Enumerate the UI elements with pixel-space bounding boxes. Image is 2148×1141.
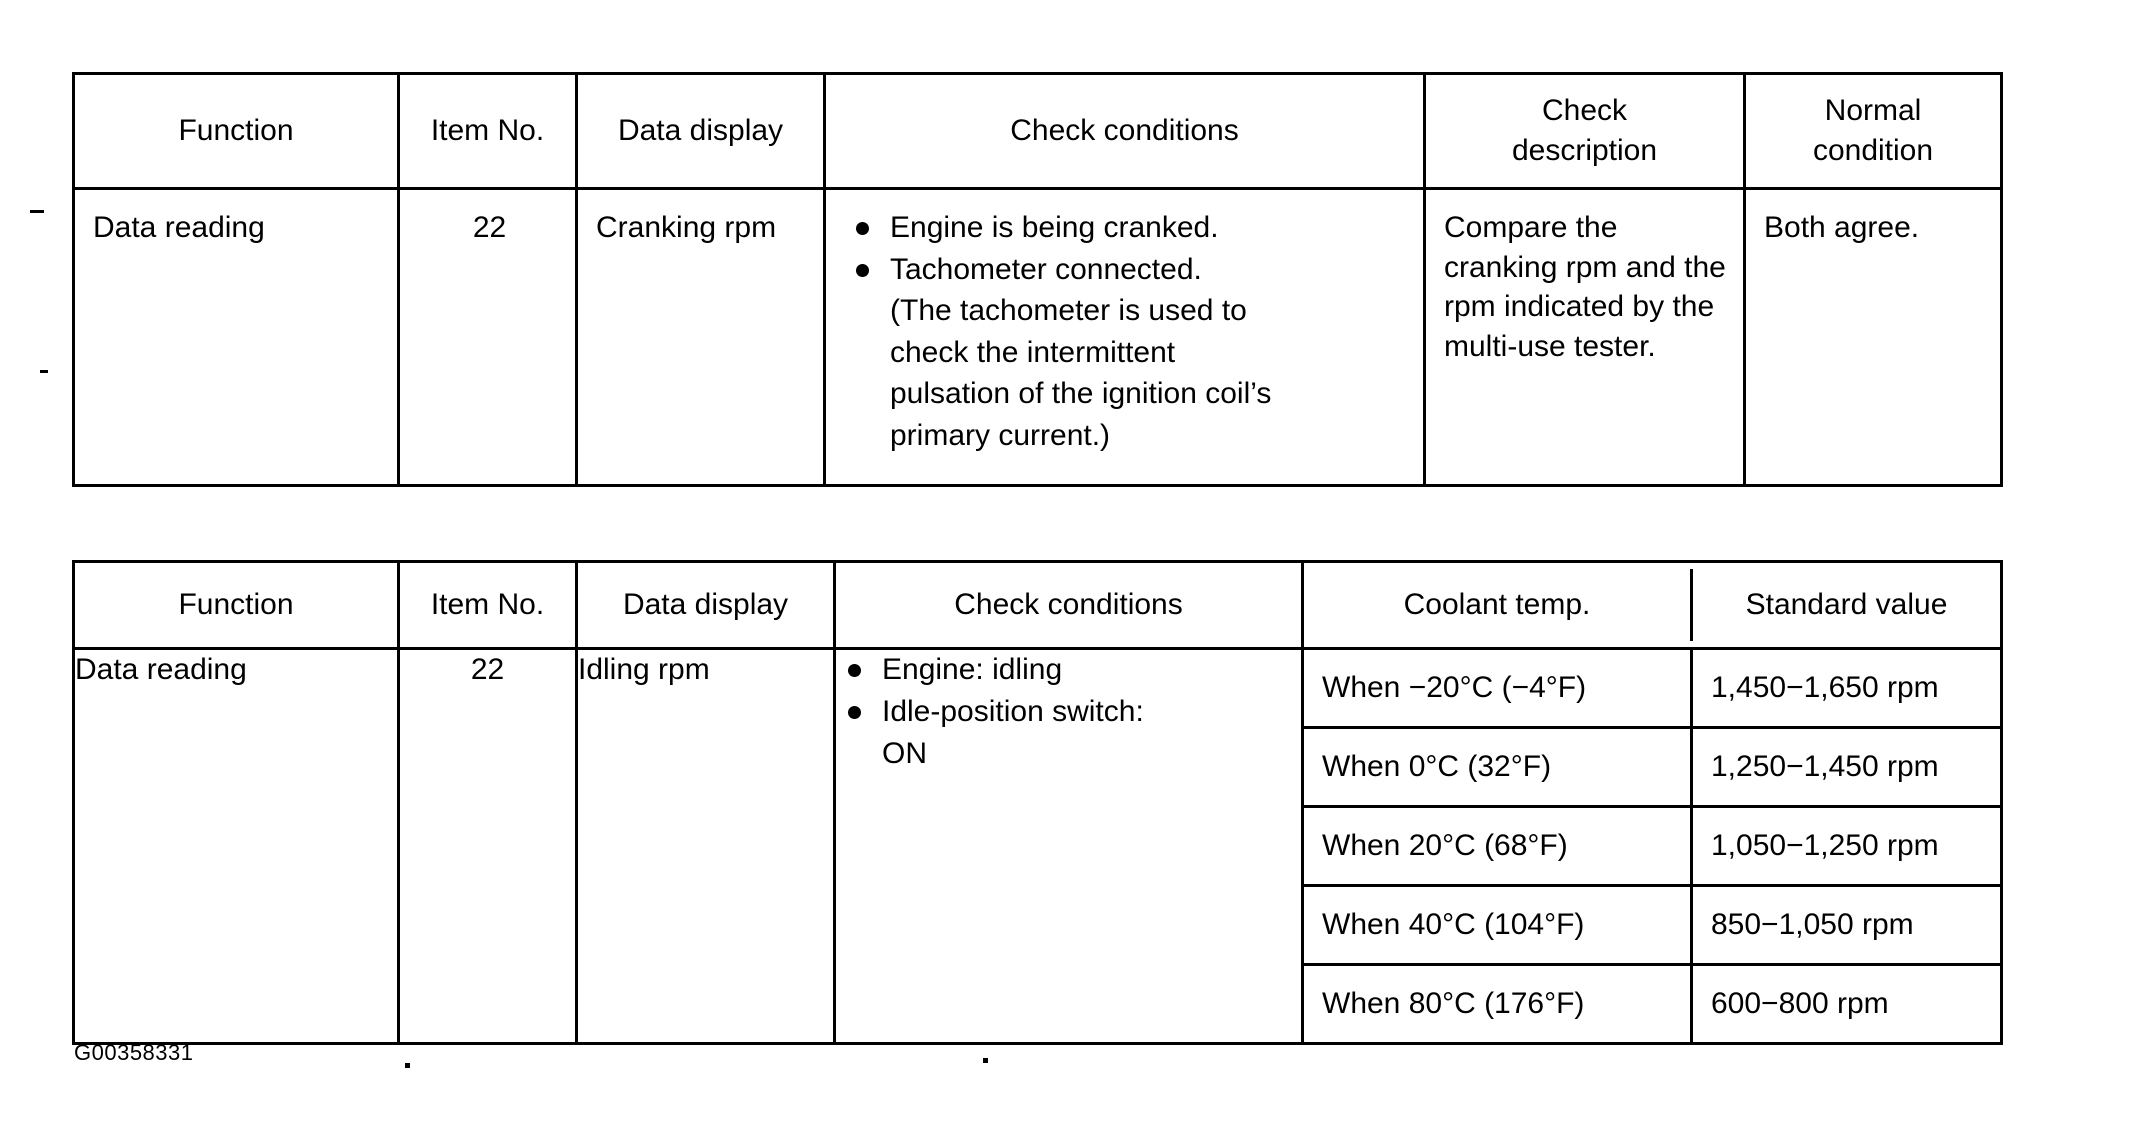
cell-check-conditions <box>835 649 1303 1044</box>
cell-check-conditions <box>825 189 1425 486</box>
header-item-no: Item No. <box>399 74 577 189</box>
header-check-description-line1: Check <box>1541 94 1628 128</box>
table-row <box>74 649 2002 1044</box>
cell-item-no: 22 <box>399 189 577 486</box>
cell-item-no: 22 <box>399 649 577 1044</box>
header-normal-condition-line1: Normal <box>1824 94 1922 128</box>
list-item-continuation: check the intermittent <box>890 335 1176 369</box>
page-margin-tick <box>40 370 48 373</box>
header-check-description-line2: description <box>1511 134 1658 167</box>
cell-temp-value-group <box>1303 649 2002 1044</box>
list-item: Idle-position switch: <box>836 692 1301 732</box>
table-row <box>1304 886 2000 965</box>
cell-standard-value: 1,050−1,250 rpm <box>1692 807 2001 886</box>
table-row <box>1304 728 2000 807</box>
list-item: Tachometer connected. <box>844 250 1409 290</box>
cranking-rpm-table <box>72 72 2003 487</box>
cell-normal-condition: Both agree. <box>1745 189 2002 486</box>
header-coolant-temp: Coolant temp. <box>1304 569 1692 641</box>
header-check-conditions: Check conditions <box>825 74 1425 189</box>
table-header-row <box>74 562 2002 649</box>
header-normal-condition <box>1745 74 2002 189</box>
cell-standard-value: 850−1,050 rpm <box>1692 886 2001 965</box>
list-item-continuation: pulsation of the ignition coil’s <box>890 377 1272 411</box>
cell-data-display: Idling rpm <box>577 649 835 1044</box>
header-item-no: Item No. <box>399 562 577 649</box>
cell-function: Data reading <box>74 649 399 1044</box>
list-item-continuation: primary current.) <box>890 418 1111 452</box>
coolant-temp-subtable <box>1304 650 2000 1042</box>
header-temp-value-subtable <box>1304 569 2000 641</box>
header-check-description <box>1425 74 1745 189</box>
header-data-display: Data display <box>577 562 835 649</box>
cell-coolant-temp: When 0°C (32°F) <box>1304 728 1692 807</box>
check-conditions-list <box>836 650 1301 775</box>
table-row <box>1304 965 2000 1043</box>
cell-standard-value: 600−800 rpm <box>1711 986 1889 1020</box>
table-header-row <box>1304 569 2000 641</box>
page-artifact-dot <box>983 1058 988 1063</box>
page-artifact-dot <box>405 1063 410 1068</box>
list-item: Engine: idling <box>836 650 1301 690</box>
header-normal-condition-line2: condition <box>1812 134 1934 167</box>
cell-standard-value: 1,250−1,450 rpm <box>1692 728 2001 807</box>
list-item-continuation: ON <box>882 737 927 771</box>
list-item-continuation: (The tachometer is used to <box>890 294 1247 328</box>
header-check-conditions: Check conditions <box>835 562 1303 649</box>
header-function: Function <box>74 74 399 189</box>
page-margin-tick <box>30 210 44 213</box>
cell-coolant-temp: When −20°C (−4°F) <box>1304 650 1692 728</box>
cell-check-description: Compare the cranking rpm and the rpm indicated by the multi-use tester. <box>1425 189 1745 486</box>
header-function: Function <box>74 562 399 649</box>
table-row <box>74 189 2002 486</box>
document-code: G00358331 <box>74 1040 194 1065</box>
cell-coolant-temp: When 40°C (104°F) <box>1304 886 1692 965</box>
header-data-display: Data display <box>577 74 825 189</box>
cell-coolant-temp: When 20°C (68°F) <box>1304 807 1692 886</box>
cell-standard-value: 1,450−1,650 rpm <box>1692 650 2001 728</box>
table-row <box>1304 650 2000 728</box>
table-header-row <box>74 74 2002 189</box>
header-standard-value: Standard value <box>1745 587 1948 621</box>
idling-rpm-table <box>72 560 2003 1045</box>
check-conditions-list <box>844 208 1409 456</box>
cell-coolant-temp: When 80°C (176°F) <box>1304 965 1692 1043</box>
cell-function: Data reading <box>74 189 399 486</box>
table-row <box>1304 807 2000 886</box>
header-temp-value-group <box>1303 562 2002 649</box>
list-item: Engine is being cranked. <box>844 208 1409 248</box>
cell-data-display: Cranking rpm <box>577 189 825 486</box>
